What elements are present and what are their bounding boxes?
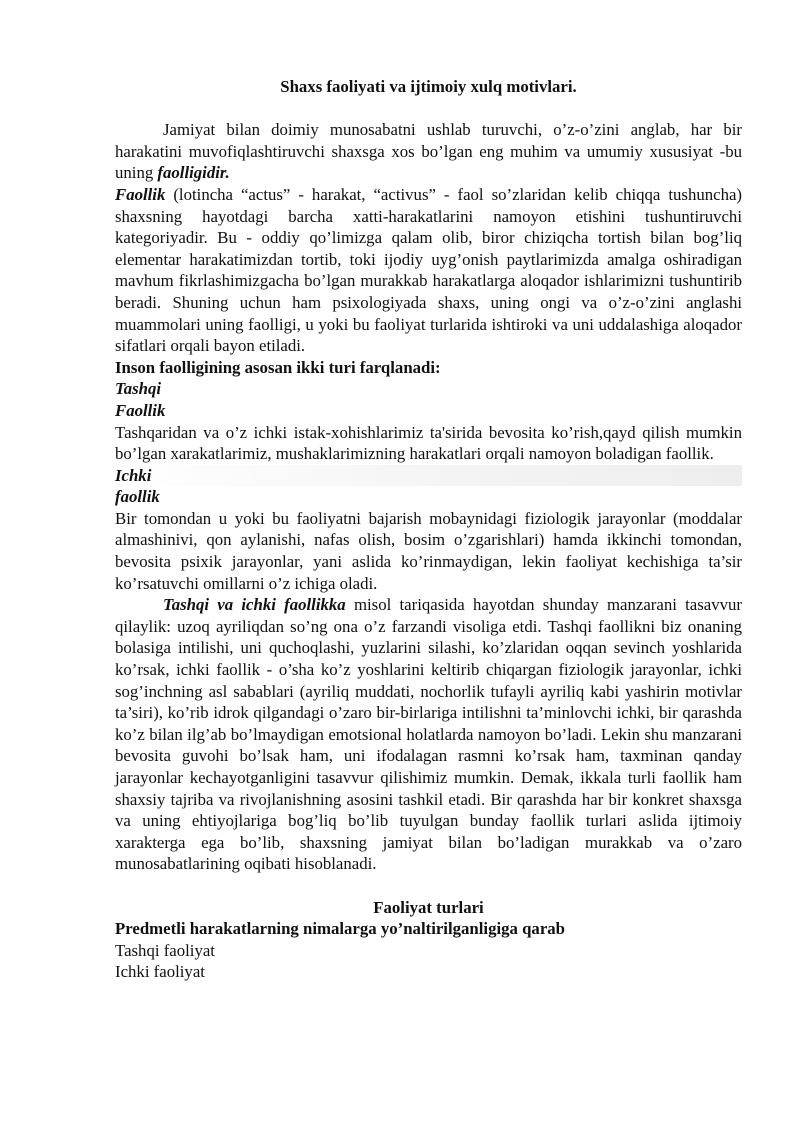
document-title: Shaxs faoliyati va ijtimoiy xulq motivlari. — [280, 77, 577, 96]
faollik-paragraph — [115, 184, 742, 357]
list-item: Tashqi faoliyat — [115, 940, 215, 960]
ichki-label-1: Ichki — [115, 465, 742, 487]
types-heading: Inson faolligining asosan ikki turi farqlanadi: — [115, 357, 441, 377]
document-page — [115, 76, 742, 983]
ichki-label-2: faollik — [115, 487, 160, 507]
example-paragraph — [115, 594, 742, 875]
ichki-text: Bir tomondan u yoki bu faoliyatni bajarish mobaynidagi fiziologik jarayonlar (moddalar almashinivi, qon aylanishi, nafas olish, bosim o’zgarishlari) hamda ikkinchi tomondan, bevosita psixik jarayonlar, yani aslida ko’rinmaydigan, lekin faoliyat kechishiga ta’sir ko’rsatuvchi omillarni o’z ichiga oladi. — [115, 508, 742, 593]
tashqi-label-1: Tashqi — [115, 379, 162, 399]
spacer — [115, 875, 742, 897]
intro-paragraph — [115, 119, 742, 184]
tashqi-text: Tashqaridan va o’z ichki istak-xohishlarimiz ta'sirida bevosita ko’rish,qayd qilish mumkin bo’lgan xarakatlarimiz, mushaklarimizning harakatlari orqali namoyon boladigan faollik. — [115, 422, 742, 464]
intro-text: Jamiyat bilan doimiy munosabatni ushlab turuvchi, o’z-o’zini anglab, har bir harakatini muvofiqlashtiruvchi shaxsga xos bo’lgan eng muhim va umumiy xususiyat -bu uning — [115, 120, 742, 183]
intro-emphasis: faolligidir. — [157, 163, 230, 183]
section2-heading: Faoliyat turlari — [373, 897, 484, 917]
faollik-text: (lotincha “actus” - harakat, “activus” - faol so’zlaridan kelib chiqqa tushuncha) shaxsning hayotdagi barcha xatti-harakatlarini namoyon etishini tushuntiruvchi kategoriyadir. Bu - oddiy qo’limizga qalam olib, biror chiziqcha tortish bilan bog’liq elementar harakatimizdan tortib, toki ijodiy uyg’onish paytlarimizda amalga oshiradigan mavhum fikrlashimizgacha bo’lgan murakkab harakatlarga aloqador ishlarimizni tushuntirib beradi. Shuning uchun ham psixologiyada shaxs, uning ongi va o’z-o’zini anglashi muammolari uning faolligi, u yoki bu faoliyat turlarida ishtiroki va uni uddalashiga aloqador sifatlari orqali bayon etiladi. — [115, 184, 742, 356]
section2-subheading: Predmetli harakatlarning nimalarga yo’naltirilganligiga qarab — [115, 919, 565, 939]
example-text: misol tariqasida hayotdan shunday manzarani tasavvur qilaylik: uzoq ayriliqdan so’ng ona o’z farzandi visoliga etdi. Tashqi faollikni biz onaning bolasiga intilishi, uni quchoqlashi, yuzlarini silashi, ko’zlaridan oqqan sevinch yoshlarida ko’rsak, ichki faollik - o’sha ko’z yoshlarini keltirib chiqargan fiziologik jarayonlar, ichki sog’inchning asl sabablari (ayriliq muddati, nochorlik tufayli ayriliq kabi yashirin motivlar ta’siri), ko’rib idrok qilgandagi o’zaro bir-birlariga intilishni ta’minlovchi ichki, bir qarashda ko’z bilan ilg’ab bo’lmaydigan emotsional holatlarda namoyon bo’ladi. Lekin shu manzarani bevosita guvohi bo’lsak ham, uni ifodalagan rasmni ko’rsak ham, taxminan qanday jarayonlar kechayotganligini tasavvur qilishimiz mumkin. Demak, ikkala turli faollik ham shaxsiy tajriba va rivojlanishning asosini tashkil etadi. Bir qarashda har bir konkret shaxsga va uning ehtiyojlariga bog’liq bo’lib tuyulgan bunday faollik turlari aslida ijtimoiy xarakterga ega bo’lib, shaxsning jamiyat bilan bo’ladigan murakkab va o’zaro munosabatlarining oqibati hisoblanadi. — [115, 595, 742, 874]
spacer — [115, 98, 742, 120]
list-item: Ichki faoliyat — [115, 962, 205, 982]
example-emphasis: Tashqi va ichki faollikka — [163, 595, 346, 615]
faollik-term: Faollik — [115, 184, 166, 204]
tashqi-label-2: Faollik — [115, 400, 166, 420]
